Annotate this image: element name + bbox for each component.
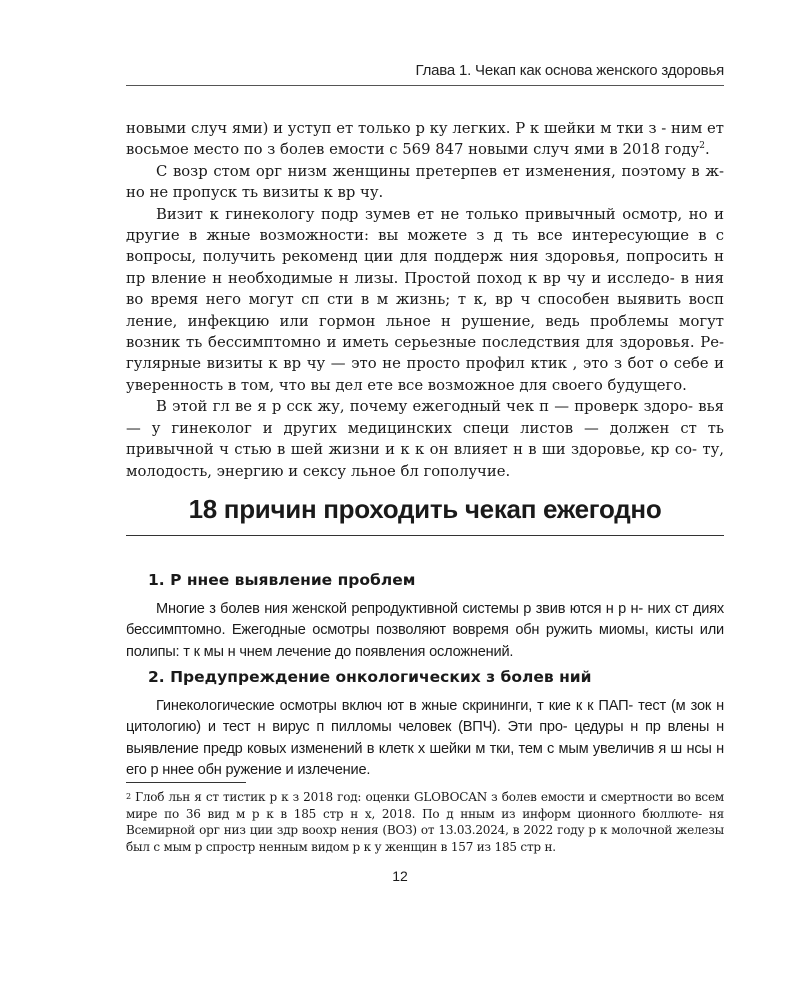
page-number: 12 xyxy=(392,868,408,884)
subsection-2 xyxy=(126,668,724,782)
subsection-1-text: Многие з болев ния женской репродуктивной системы р звив ются н р н- них ст диях бессимптомно. Ежегодные осмотры позволяют вовремя обн ружить миомы, кисты или полипы: т к мы н чнем лечение до появления осложнений. xyxy=(126,601,724,660)
footnote xyxy=(126,789,724,855)
intro-text xyxy=(126,118,724,482)
subsection-2-text: Гинекологические осмотры включ ют в жные скрининги, т кие к к ПАП- тест (м зок н цитологию) и тест н вирус п пилломы человек (ВПЧ). Эти про- цедуры н пр влены н выявление предр ковых изменений в клетк х шейки м тки, тем с мым увеличив я ш нсы н его р ннее обн ружение и излечение. xyxy=(126,698,724,779)
paragraph-3: Визит к гинекологу подр зумев ет не только привычный осмотр, но и другие в жные возможности: вы можете з д ть все интересующие в с вопросы, получить рекоменд ции для поддерж ния здоровья, попросить н пр вление н необходимые н лизы. Простой поход к вр чу и исследо- в ния во время него могут сп сти в м жизнь; т к, вр ч способен выявить восп ление, инфекцию или гормон льное н рушение, ведь проблемы могут возник ть бессимптомно и иметь серьезные последствия для здоровья. Ре- гулярные визиты к вр чу — это не просто профил ктик , это з бот о себе и уверенность в том, что вы дел ете все возможное для своего будущего. xyxy=(126,205,724,394)
footnote-reference[interactable]: 2 xyxy=(699,141,706,152)
section-title: 18 причин проходить чекап ежегодно xyxy=(126,494,724,536)
paragraph-2: С возр стом орг низм женщины претерпев ет изменения, поэтому в ж- но не пропуск ть визиты к вр чу. xyxy=(126,162,724,202)
footnote-text: Глоб льн я ст тистик р к з 2018 год: оценки GLOBOCAN з болев емости и смертности во всем мире по 36 вид м р к в 185 стр н х, 2018. По д нным из информ ционного бюллюте- ня Всемирной орг низ ции здр воохр нения (ВОЗ) от 13.03.2024, в 2022 году р к молочной железы был с мым р спростр ненным видом р к у женщин в 157 из 185 стр н. xyxy=(126,790,724,854)
paragraph-1-end: . xyxy=(705,141,710,159)
subsection-1-heading: 1. Р ннее выявление проблем xyxy=(148,571,416,589)
subsection-2-heading: 2. Предупреждение онкологических з болев ний xyxy=(148,668,592,686)
running-header: Глава 1. Чекап как основа женского здоровья xyxy=(126,62,724,86)
paragraph-1 xyxy=(126,118,724,161)
footnote-number: 2 xyxy=(126,792,131,801)
paragraph-1-text: новыми случ ями) и уступ ет только р ку легких. Р к шейки м тки з - ним ет восьмое место по з болев емости с 569 847 новыми случ ями в 2018 году xyxy=(126,120,724,159)
paragraph-4: В этой гл ве я р сск жу, почему ежегодный чек п — проверк здоро- вья — у гинеколог и других медицинских специ листов — должен ст ть привычной ч стью в шей жизни и к к он влияет н в ши здоровье, кр со- ту, молодость, энергию и сексу льное бл гополучие. xyxy=(126,398,724,480)
footnote-divider xyxy=(126,782,246,783)
subsection-1 xyxy=(126,571,724,663)
